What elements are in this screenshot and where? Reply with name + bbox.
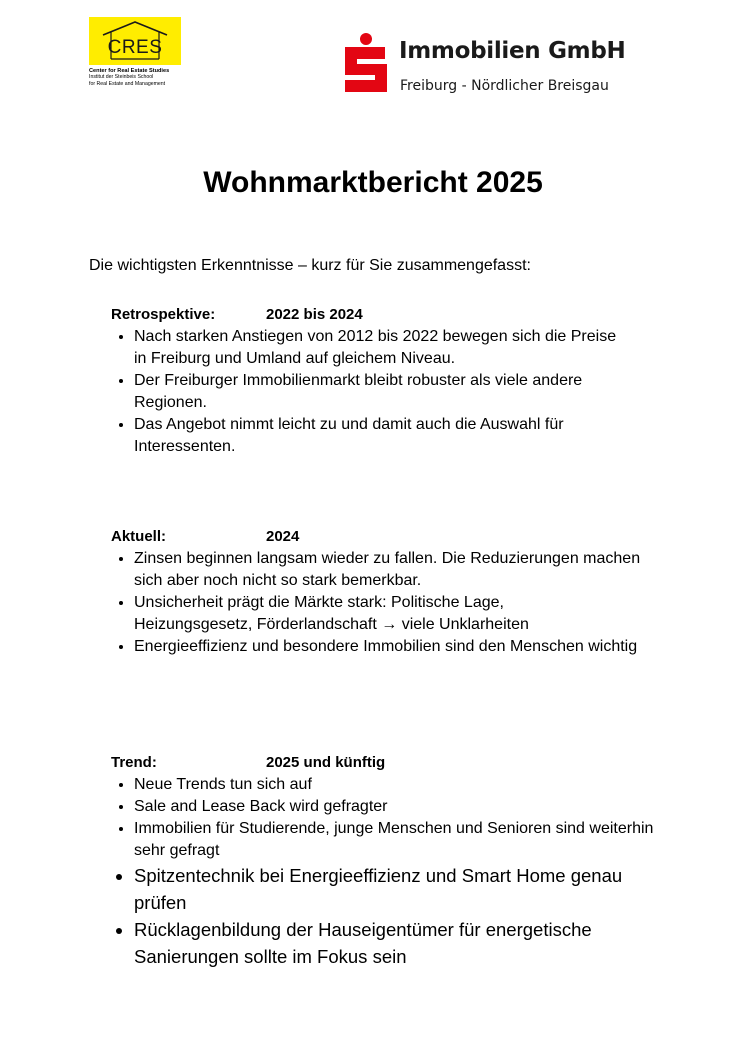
list-item: • Neue Trends tun sich auf bbox=[134, 774, 654, 796]
section-heading bbox=[111, 752, 659, 774]
sparkasse-s-icon bbox=[341, 33, 391, 93]
cres-institute-line: Institut der Steinbeis School bbox=[89, 74, 154, 80]
bullet-list bbox=[111, 774, 659, 970]
section-period: 2024 bbox=[266, 528, 300, 545]
intro-text: Die wichtigsten Erkenntnisse – kurz für Sie zusammengefasst: bbox=[89, 257, 531, 274]
bullet-list bbox=[111, 548, 659, 658]
list-item: • Unsicherheit prägt die Märkte stark: Politische Lage, Heizungsgesetz, Förderlandschaft → viele Unklarheiten bbox=[134, 592, 594, 636]
section-heading bbox=[111, 304, 654, 326]
section-trend bbox=[111, 752, 659, 970]
cres-acronym: CRES bbox=[107, 37, 163, 58]
section-period: 2025 und künftig bbox=[266, 754, 386, 771]
section-heading bbox=[111, 526, 659, 548]
bullet-list bbox=[111, 326, 654, 458]
cres-logo-box bbox=[89, 17, 181, 65]
section-period: 2022 bis 2024 bbox=[266, 306, 363, 323]
list-item: • Der Freiburger Immobilienmarkt bleibt robuster als viele andere Regionen. bbox=[134, 370, 654, 414]
cres-logo bbox=[89, 17, 181, 88]
list-item: • Nach starken Anstiegen von 2012 bis 2022 bewegen sich die Preise in Freiburg und Umland auf gleichem Niveau. bbox=[134, 326, 624, 370]
list-item: • Zinsen beginnen langsam wieder zu fallen. Die Reduzierungen machen sich aber noch nicht so stark bemerkbar. bbox=[134, 548, 644, 592]
page-title: Wohnmarktbericht 2025 bbox=[203, 166, 543, 199]
section-label: Trend: bbox=[111, 754, 157, 771]
list-item: • Rücklagenbildung der Hauseigentümer für energetische Sanierungen sollte im Fokus sein bbox=[134, 916, 659, 970]
section-current bbox=[111, 526, 659, 658]
section-label: Retrospektive: bbox=[111, 306, 216, 323]
company-region: Freiburg - Nördlicher Breisgau bbox=[400, 78, 609, 94]
company-name: Immobilien GmbH bbox=[399, 38, 626, 64]
section-retrospective bbox=[111, 304, 654, 458]
list-item: • Das Angebot nimmt leicht zu und damit auch die Auswahl für Interessenten. bbox=[134, 414, 649, 458]
list-item: • Spitzentechnik bei Energieeffizienz und Smart Home genau prüfen bbox=[134, 862, 634, 916]
list-item: • Energieeffizienz und besondere Immobilien sind den Menschen wichtig bbox=[134, 636, 659, 658]
section-label: Aktuell: bbox=[111, 528, 167, 545]
cres-school-line: for Real Estate and Management bbox=[89, 81, 166, 87]
list-item: • Sale and Lease Back wird gefragter bbox=[134, 796, 654, 818]
list-item: • Immobilien für Studierende, junge Menschen und Senioren sind weiterhin sehr gefragt bbox=[134, 818, 659, 862]
cres-full-name: Center for Real Estate Studies bbox=[89, 68, 170, 74]
